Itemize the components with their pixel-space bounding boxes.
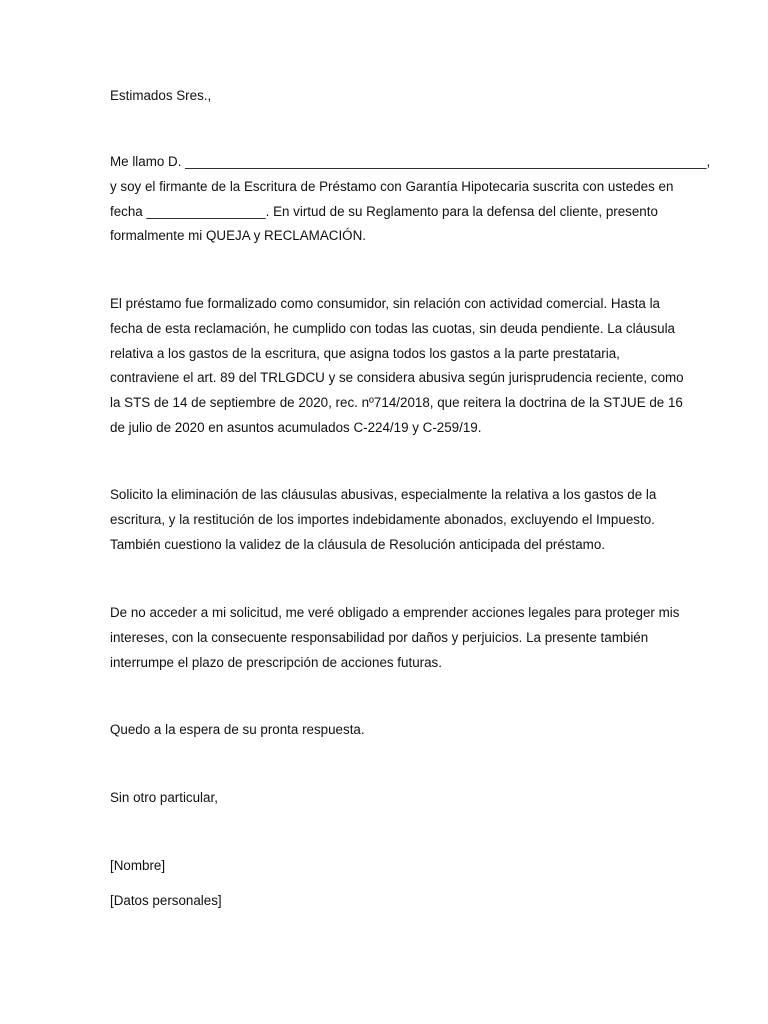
request-line: escritura, y la restitución de los importes indebidamente abonados, excluyendo el Impuesto. xyxy=(110,511,655,527)
signature-data-line: [Datos personales] xyxy=(110,893,222,908)
greeting xyxy=(110,84,670,109)
intro-line: y soy el firmante de la Escritura de Préstamo con Garantía Hipotecaria suscrita con ustedes en xyxy=(110,178,674,194)
facts-paragraph xyxy=(110,292,684,441)
warning-paragraph xyxy=(110,601,680,675)
intro-line: Me llamo D. ______________________________________________________________________, xyxy=(110,154,711,169)
intro-line: fecha ________________. En virtud de su Reglamento para la defensa del cliente, presento xyxy=(110,203,658,219)
facts-line: contraviene el art. 89 del TRLGDCU y se considera abusiva según jurisprudencia reciente, como xyxy=(110,370,684,386)
facts-line: de julio de 2020 en asuntos acumulados C-224/19 y C-259/19. xyxy=(110,419,482,435)
signature-personal-data xyxy=(110,889,670,914)
facts-line: relativa a los gastos de la escritura, que asigna todos los gastos a la parte prestataria, xyxy=(110,345,620,361)
request-paragraph xyxy=(110,483,670,557)
greeting-line: Estimados Sres., xyxy=(110,88,212,103)
facts-line: la STS de 14 de septiembre de 2020, rec. nº714/2018, que reitera la doctrina de la STJUE de 16 xyxy=(110,395,683,411)
signature-name xyxy=(110,854,670,879)
warning-line: intereses, con la consecuente responsabilidad por daños y perjuicios. La presente también xyxy=(110,629,649,645)
warning-line: De no acceder a mi solicitud, me veré obligado a emprender acciones legales para proteger mis xyxy=(110,605,680,620)
intro-paragraph xyxy=(110,150,711,249)
warning-line: interrumpe el plazo de prescripción de acciones futuras. xyxy=(110,654,442,670)
signature-name-line: [Nombre] xyxy=(110,858,166,873)
facts-line: El préstamo fue formalizado como consumidor, sin relación con actividad comercial. Hasta la xyxy=(110,296,661,311)
signoff-paragraph xyxy=(110,786,670,811)
request-line: Solicito la eliminación de las cláusulas abusivas, especialmente la relativa a los gastos de la xyxy=(110,487,657,502)
closing-paragraph xyxy=(110,718,670,743)
facts-line: fecha de esta reclamación, he cumplido con todas las cuotas, sin deuda pendiente. La cláusula xyxy=(110,320,676,336)
intro-line: formalmente mi QUEJA y RECLAMACIÓN. xyxy=(110,228,366,244)
request-line: También cuestiono la validez de la cláusula de Resolución anticipada del préstamo. xyxy=(110,536,606,552)
signoff-line: Sin otro particular, xyxy=(110,790,218,805)
closing-line: Quedo a la espera de su pronta respuesta. xyxy=(110,722,365,737)
